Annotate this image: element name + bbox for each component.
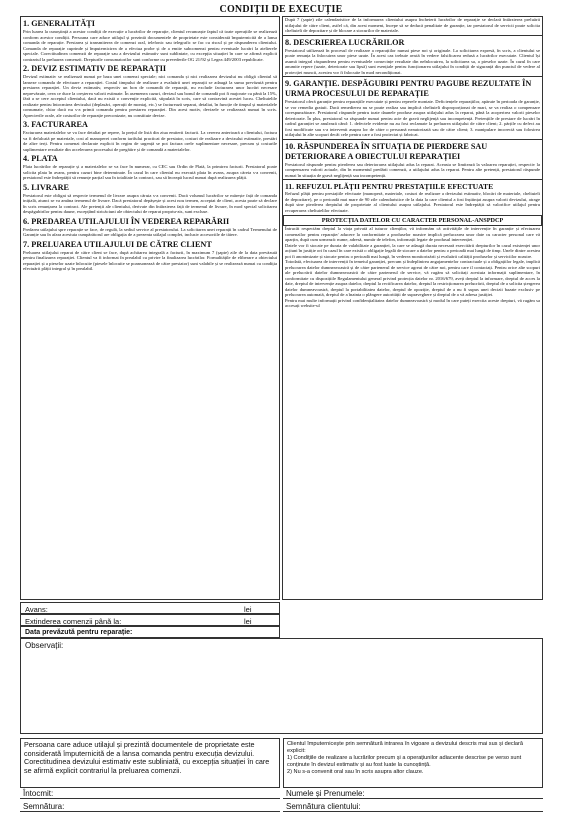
section-8-heading: 8. DESCRIEREA LUCRĂRILOR [285,37,405,47]
section-9-heading: 9. GARANȚIE. DESPĂGUBIRI PENTRU PAGUBE REZULTATE ÎN URMA PROCESULUI DE REPARAȚIE [285,79,532,98]
data-reparatie-label: Data prevăzută pentru reparație: [25,629,133,636]
declaration-item-1: 1) Condițiile de realizare a lucrărilor precum și a operațiunilor adiacente descrise pe verso sunt conținute în devizul estimativ și au fost luate la cunoștință. [287,755,522,768]
declaration-left: Persoana care aduce utilajul și prezintă documentele de proprietate este considerată împuternicită de a lansa comanda pentru execuția devizului. Corectitudinea devizului estimativ este subliniată, cu excepția situației în care se afirmă explicit contrariul la preluarea comenzii. [20,738,280,788]
section-6-heading: 6. PREDAREA UTILAJULUI ÎN VEDEREA REPARĂRII [23,216,230,226]
observatii-label: Observații: [25,641,64,650]
section-6-text: Predarea utilajului spre reparație se face, de regulă, la sediul service al prestatorului. La solicitarea unei reparații în cadrul Termenului de Garanție sau în afara acestuia cumpărătorul are obligația de a prezenta utilajul complet, inclusiv accesoriile de tăiere. [23,226,277,237]
observatii-box[interactable] [20,638,543,734]
avans-unit: lei [244,605,252,614]
section-7-text: Preluarea utilajului reparat de către client se face, după achitarea integrală a facturii, în maximum 7 (șapte) zile de la data prevăzută pentru finalizarea reparației. Clientul va fi informat în prealabil cu privire la finalizarea lucrărilor. Formalitățile de eliberare a obiectului reparației și a pieselor uzate înlocuite (piesele înlocuite se poansonează de către prestator) sunt valabile și se realizează numai cu condiția efectuării plății integral și în prealabil. [23,249,277,271]
section-8-text: Prestatorul utilizează în procesul de realizare a reparațiilor numai piese noi și originale. La solicitarea expresă, în scris, a clientului se poate renunța la înlocuirea unor piese uzate. În acest caz trebuie avută în vedere falsificarea redusă a lucrărilor executate. Clientul își asumă integral răspunderea pentru eventualele consecințe rezultate din neînlocuirea, la solicitarea sa, a pieselor uzate. În cazul în care anumite repere (uzate, deteriorate sau lipsă) sunt esențiale pentru funcționarea utilajului în condiții de siguranță din punctul de vedere al protecției muncii, acestea vor fi înlocuite în mod necondiționat. [285,47,540,75]
section-5-heading: 5. LIVRARE [23,182,69,192]
divider [283,179,542,180]
section-3-heading: 3. FACTURAREA [23,120,88,129]
avans-label: Avans: [25,605,48,614]
section-10-text: Prestatorul răspunde pentru pierderea sau deteriorarea utilajului adus la reparat. Aceasta se limitează la valoarea reparației, respectiv la compensarea valorii actuale, din în momentul predării comenzii, a utilajului adus la reparat. Pentru alte pretenții, prestatorul răspunde numai în situația de gravă neglijență sau incompetență. [285,161,540,178]
gdpr-heading: PROTECȚIA DATELOR CU CARACTER PERSONAL-ANSPDCP [283,215,542,226]
declaration-intro: Clientul împuternicește prin semnătură intrarea în vigoare a devizului descris mai sus și declară explicit: [287,741,523,754]
section-9-text: Prestatorul oferă garanție pentru reparațiile executate și pentru reperele montate. Deficiențele reparațiilor, apărute în perioada de garanție, se vor remedia gratuit. Dacă remedierea nu se poate realiza sau implică cheltuieli disproporționat de mari, se va realiza o compensare corespunzătoare. Prestatorul răspunde pentru toate daunele produse asupra utilajului adus la reparat, până la acoperirea valorii pieselor deteriorate. În plus, prestatorul va răspunde numai pentru acte de gravă neglijență sau incompetență. Pretențiile de prestare de lucrări în cadrul garanției se anulează când: 1. defectele evidente nu au fost reclamate la preluarea utilajului de către client; 2. părțile cu defect au fost modificate sau s-a intervenit asupra lor de către o persoană neautorizată sau de către client; 3. manipulare incorectă sau folosirea utilajului în alte scopuri decât cele pentru care a fost proiectat și fabricat. [285,99,540,137]
semnatura-line[interactable] [20,802,280,812]
avans-field[interactable] [20,602,280,614]
divider [283,76,542,77]
nume-prenume-line[interactable] [283,789,543,799]
page-title: CONDIȚII DE EXECUȚIE [219,4,343,15]
semnatura-client-label: Semnătura clientului: [286,802,361,811]
intocmit-label: Întocmit: [23,789,54,798]
section-2-heading: 2. DEVIZ ESTIMATIV DE REPARAȚII [23,64,167,73]
section-11-text: Refuzul plății pentru prestațiile efectuate (manoperă, materiale, costuri de realizare a devizului estimativ, blocări de materiale, cheltuieli de depozitare), pe o perioadă mai mare de 90 zile calendaristice de la data la care clientul a fost înștiințat asupra valorii devizului, atrage după sine pierderea dreptului de proprietate al clientului asupra utilajului. Prestatorul este îndreptățit să valorifice utilajul pentru recuperarea cheltuielilor efectuate. [285,191,540,213]
section-7-heading: 7. PRELUAREA UTILAJULUI DE CĂTRE CLIENT [23,239,212,249]
gdpr-text-4: Pentru mai multe informații privind confidențialitatea datelor dumneavoastră și modul în care puteți exercita aceste drepturi, vă rugăm sa accesați website-ul [285,297,540,308]
declaration-right [283,738,543,788]
section-5-text: Prestatorul este obligat să respecte termenul de livrare asupra căruia s-a convenit. Dacă volumul lucrărilor se mărește față de comanda inițială, atunci se va amâna termenul de livrare. Dacă prestatorul depășește și acest nou termen, acceptat de client, acesta poate să declare în scris renunțarea la contract. Ale pretenții ale clientului, derivate din întârzierea față de termenul de livrare, în mod special solicitarea despăgubirilor pentru daune, excepțând stricăciuni ale obiectului de reparat propriu-zis, sunt excluse. [23,192,277,214]
section-4-heading: 4. PLATA [23,154,58,163]
section-10-heading: 10. RĂSPUNDEREA ÎN SITUAȚIA DE PIERDERE SAU DETERIORARE A OBIECTULUI REPARAȚIEI [285,141,488,161]
data-reparatie-field[interactable] [20,626,280,638]
section-11-heading: 11. REFUZUL PLĂȚII PENTRU PRESTAȚIILE EFECTUATE [285,182,494,191]
section-1-text: Prin luarea la cunoștință a acestor condiții de execuție a lucrărilor de reparație, clientul recunoaște faptul că toate operațiile se realizează conform acestor condiții. Persoana care aduce utilajul și prezintă documentele de proprietate este considerată împuternicită de a lansa comanda de reparație. Prestarea și transmiterea de comenzi oral, telefonic sau telegrafic se fac cu riscul și pe răspunderea clientului. Comanda de reparație cuprinde și împuternicirea de a efectua probe și de a emite subcomenzi pentru eventuale lucrări la atelierele speciale. Corectitudinea comenzii de reparație sau a devizului estimativ sunt subliniate, cu excepția situației în care se afirmă explicit contrariul la preluarea comenzii. Drepturile consumatorilor sunt conforme cu prevederile OG 21/92 și Legea 449/2003 republicate. [23,29,277,62]
semnatura-client-line[interactable] [283,802,543,812]
extindere-label: Extinderea comenzii până la: [25,617,122,626]
section-7-continuation: După 7 (șapte) zile calendaristice de la informarea clientului asupra încheierii lucrărilor de reparație se declară întârzierea preluării utilajului de către client, astfel că, din acest moment, începe să se deducă penalitate de garanție, iar prestatorul de servicii poate solicita cheltuieli de depozitare și de blocare a stocurilor de materiale. [285,17,540,33]
gdpr-text-2: Datele vor fi stocate pe durata de valabilitate a garanției, la care se adaugă durata necesară exercitării drepturilor în cazul existenței unor acțiuni în justiție ori în cazul în care există o obligație legală de stocare a datelor pentru o perioadă mai lungă de timp. Unele dintre acestea pot fi anonimizate și stocate pentru o perioadă mai lungă, în vederea monitorizării și evaluării calității produselor și serviciilor noastre. [285,242,540,259]
declaration-item-2: 2) Nu s-a convenit oral sau în scris asupra altor clauze. [287,769,424,775]
divider [283,35,542,36]
section-4-text: Plata lucrărilor de reparație și a materialelor se va face în numerar, cu CEC sau Ordin de Plată, la primirea facturii. Prestatorul poate solicita plata în avans, pentru cazuri bine determinate. În cazul în care clientul nu execută plata în avans, asupra căreia s-a convenit, prestatorul este îndreptățit să renunțe parțial sau în totalitate la contract, sau să înceapă lucrul numai după realizarea plății. [23,164,277,180]
gdpr-text-1: Întrucât respectăm dreptul la viața privată al tuturor clienților, vă informăm că activitățile de intervenție în garanție și efectuarea comenzilor pentru reparație/ aducere la conformitate a produselor noastre implică prelucrarea unor date cu caracter personal care vă aparțin, după cum urmează: nume, adresă, număr de telefon, informații legate de produsul intervenției. [285,226,540,242]
right-column [282,16,543,600]
section-2-text: Devizul estimativ se realizează numai pe baza unei comenzi speciale; nici comanda și nici realizarea devizului nu obligă clientul să lanseze comanda de efectuare a reparației. Costul timpului de realizare a evaluării unei reparații se adaugă la suma prevăzută pentru prestarea reparației. Un deviz estimativ, respectiv un bon de comandă de reparații, nu exclude facturarea unor lucrări necesare neprevăzute, ceea ce duce la creșterea valorii estimate. În asemenea cazuri, devizul sau bonul de comandă pot fi majorate cu până la 15%, fără a se cere acceptul clientului, dacă nu există o convenție explicită, stipulată în scris, care să contravină acestei lucru. Cheltuielile realizate pentru întocmirea devizului (deplasări, operații de montaj, etc.) se facturează separat, detaliat, în funcție de timpul și materialele consumate, chiar dacă nu s-a primit comanda pentru prestarea reparației. Din acest motiv, devizele se realizează numai în scris. Aprecierile orale, ale costurilor de reparație preconizate, nu constituie devize. [23,74,277,118]
divider [283,139,542,140]
section-3-text: Facturarea materialelor se va face detaliat pe repere, la prețul de listă din ziua emiterii facturii. La cererea anterioară a clientului, factura va fi defalcată pe materiale, cost al manoperei conform tarifului practicat de prestator, costuri de realizare a devizului estimativ, prestări de altre terți. Pentru comenzi declarate explicit în regim de urgență se pot factura orele suplimentare necesare, precum și costurile suplimentare rezultate din accelerarea procesului de pregătire și de comandă a materialelor. [23,130,277,152]
semnatura-label: Semnătura: [23,802,65,811]
intocmit-line[interactable] [20,789,280,799]
section-1-heading: 1. GENERALITĂȚI [23,19,95,28]
gdpr-text-3: Totodată, efectuarea de intervenții în temeiul garanției, precum și îndeplinirea angajamentelor contractuale și a obligațiilor legale, implică prelucrarea datelor dumneavoastră și de către partenerul de service agreat de către noi, pentru care il contactați. Pentru orice alte scopuri ale prelucrării datelor dumneavoastră de către partenerul de service, vă rugăm să solicitați acestuia informații suplimentare, în conformitate cu dispozițiile Regulamentului general privind protecția datelor nr. 2016/679, aveți dreptul la informare, dreptul de acces la date, dreptul de intervenție asupra datelor, dreptul la rectificarea datelor, dreptul la restricționarea prelucrării, dreptul de a solicita ștergerea datelor dumneavoastră, dreptul la portabilitatea datelor, dreptul de opoziție, dreptul de a nu fi supus unei decizii bazate exclusiv pe prelucrarea automată, dreptul de a înainta o plângere autorității de supraveghere și dreptul de a vă adresa justiției. [285,259,540,297]
extindere-unit: lei [244,617,252,626]
extindere-field[interactable] [20,614,280,626]
nume-prenume-label: Numele și Prenumele: [286,789,365,798]
left-column [20,16,280,600]
